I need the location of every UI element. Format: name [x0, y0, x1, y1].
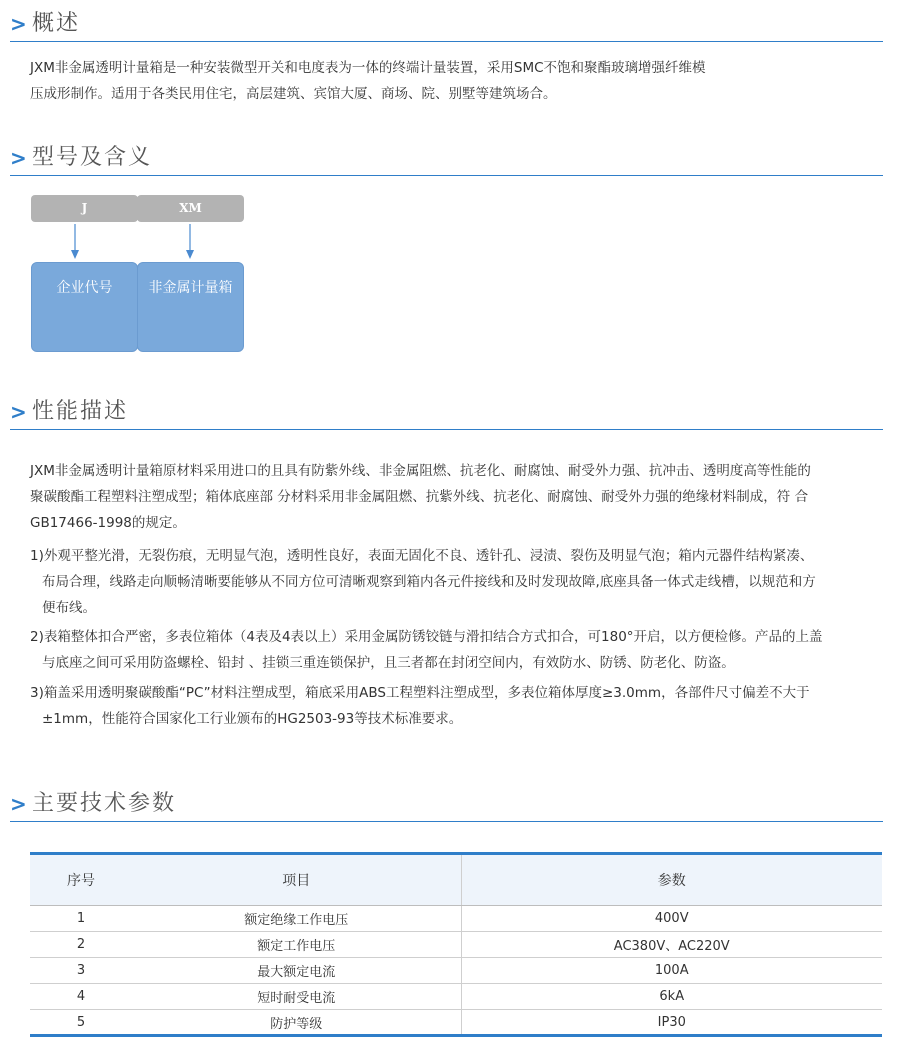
cell-item: 最大额定电流: [132, 958, 461, 984]
performance-item-3: [30, 680, 888, 732]
performance-item-1: [30, 543, 888, 621]
text-line: 便布线。: [42, 600, 96, 616]
table-row: [30, 984, 882, 1010]
cell-value: AC380V、AC220V: [461, 932, 882, 958]
text-line: 2)表箱整体扣合严密，多表位箱体（4表及4表以上）采用金属防锈铰链与滑扣结合方式扣合，可180°开启，以方便检修。产品的上盖: [30, 629, 823, 645]
cell-index: 5: [30, 1010, 132, 1036]
model-code-box: XM: [137, 195, 244, 222]
cell-index: 3: [30, 958, 132, 984]
model-meaning-box: 企业代号: [31, 262, 138, 352]
params-table: [30, 852, 882, 1037]
section-title: 概述: [32, 11, 81, 36]
text-line: GB17466-1998的规定。: [30, 515, 186, 531]
cell-value: IP30: [461, 1010, 882, 1036]
cell-index: 1: [30, 906, 132, 932]
section-header-overview: [10, 6, 883, 42]
model-meaning-box: 非金属计量箱: [137, 262, 244, 352]
cell-item: 额定工作电压: [132, 932, 461, 958]
cell-value: 100A: [461, 958, 882, 984]
cell-item: 额定绝缘工作电压: [132, 906, 461, 932]
text-line: 1)外观平整光滑，无裂伤痕，无明显气泡，透明性良好，表面无固化不良、透针孔、浸渍、裂伤及明显气泡；箱内元器件结构紧凑、: [30, 548, 814, 564]
text-line: 3)箱盖采用透明聚碳酸酯“PC”材料注塑成型，箱底采用ABS工程塑料注塑成型，多表位箱体厚度≥3.0mm，各部件尺寸偏差不大于: [30, 685, 810, 701]
text-line: 与底座之间可采用防盗螺栓、铅封 、挂锁三重连锁保护，且三者都在封闭空间内，有效防水、防锈、防老化、防盗。: [42, 655, 735, 671]
cell-value: 6kA: [461, 984, 882, 1010]
table-header-row: [30, 854, 882, 906]
section-title: 性能描述: [32, 399, 129, 424]
performance-item-2: [30, 624, 888, 676]
cell-index: 4: [30, 984, 132, 1010]
text-line: 布局合理，线路走向顺畅清晰要能够从不同方位可清晰观察到箱内各元件接线和及时发现故障,底座具备一体式走线槽，以规范和方: [42, 574, 816, 590]
chevron-right-icon: >: [10, 12, 27, 36]
chevron-right-icon: >: [10, 400, 27, 424]
arrow-down-icon: [70, 224, 80, 260]
table-row: [30, 958, 882, 984]
model-code-box: J: [31, 195, 138, 222]
text-line: 压成形制作。适用于各类民用住宅，高层建筑、宾馆大厦、商场、院、别墅等建筑场合。: [30, 86, 557, 102]
performance-intro: [30, 458, 885, 536]
text-line: JXM非金属透明计量箱原材料采用进口的且具有防紫外线、非金属阻燃、抗老化、耐腐蚀、耐受外力强、抗冲击、透明度高等性能的: [30, 463, 811, 479]
overview-paragraph: [30, 55, 885, 107]
section-header-model: [10, 140, 883, 176]
col-header-value: 参数: [461, 854, 882, 906]
col-header-item: 项目: [132, 854, 461, 906]
text-line: JXM非金属透明计量箱是一种安装微型开关和电度表为一体的终端计量装置，采用SMC不饱和聚酯玻璃增强纤维模: [30, 60, 706, 76]
cell-item: 短时耐受电流: [132, 984, 461, 1010]
section-header-performance: [10, 394, 883, 430]
cell-value: 400V: [461, 906, 882, 932]
chevron-right-icon: >: [10, 146, 27, 170]
table-row: [30, 932, 882, 958]
text-line: 聚碳酸酯工程塑料注塑成型；箱体底座部 分材料采用非金属阻燃、抗紫外线、抗老化、耐腐蚀、耐受外力强的绝缘材料制成，符 合: [30, 489, 809, 505]
arrow-down-icon: [185, 224, 195, 260]
section-title: 型号及含义: [32, 145, 153, 170]
table-row: [30, 1010, 882, 1036]
chevron-right-icon: >: [10, 792, 27, 816]
col-header-index: 序号: [30, 854, 132, 906]
cell-item: 防护等级: [132, 1010, 461, 1036]
table-row: [30, 906, 882, 932]
text-line: ±1mm，性能符合国家化工行业颁布的HG2503-93等技术标准要求。: [42, 711, 463, 727]
section-header-params: [10, 786, 883, 822]
section-title: 主要技术参数: [32, 791, 177, 816]
cell-index: 2: [30, 932, 132, 958]
